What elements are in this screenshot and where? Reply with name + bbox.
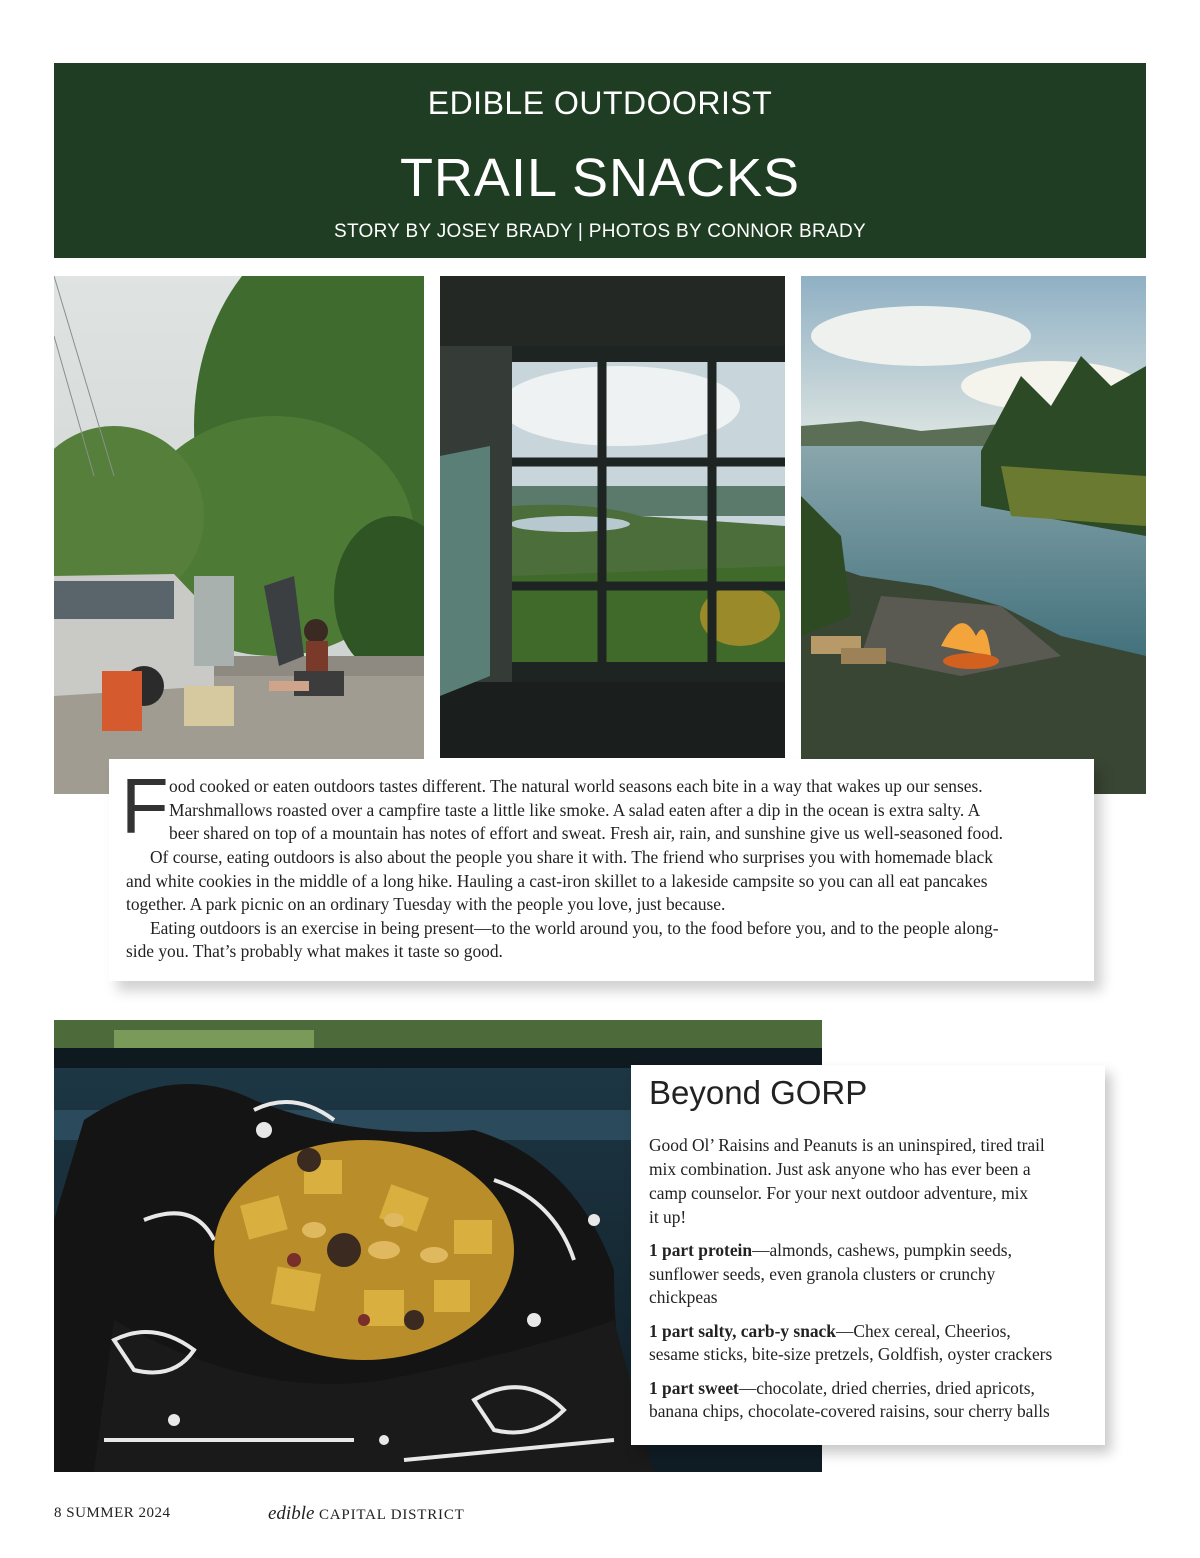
sidebar-item-protein <box>649 1238 1012 1262</box>
intro-line: ood cooked or eaten outdoors tastes different. The natural world seasons each bite in a way that wakes up our senses. <box>169 776 983 796</box>
intro-line: and white cookies in the middle of a long hike. Hauling a cast-iron skillet to a lakeside campsite so you can all eat pancakes <box>126 871 988 891</box>
sidebar-title: Beyond GORP <box>649 1074 868 1111</box>
photo-fire-tower-view <box>440 276 785 758</box>
section-kicker: EDIBLE OUTDOORIST <box>427 85 773 121</box>
item-label: 1 part sweet <box>649 1378 739 1398</box>
intro-line: Eating outdoors is an exercise in being present—to the world around you, to the food before you, and to the people along- <box>150 918 999 938</box>
intro-line: Of course, eating outdoors is also about the people you share it with. The friend who surprises you with homemade black <box>150 847 993 867</box>
article-title: TRAIL SNACKS <box>399 148 801 208</box>
sidebar-intro-line: it up! <box>649 1207 687 1227</box>
footer-publication <box>268 1503 465 1525</box>
sidebar-item-sweet <box>649 1376 1035 1400</box>
intro-line: side you. That’s probably what makes it taste so good. <box>126 941 503 961</box>
sidebar-intro-line: camp counselor. For your next outdoor adventure, mix <box>649 1183 1029 1203</box>
sidebar-intro-line: mix combination. Just ask anyone who has ever been a <box>649 1159 1031 1179</box>
intro-line: together. A park picnic on an ordinary Tuesday with the people you love, just because. <box>126 894 726 914</box>
intro-line: beer shared on top of a mountain has notes of effort and sweat. Fresh air, rain, and sunshine give us well-seasoned food. <box>169 823 1003 843</box>
item-text: —chocolate, dried cherries, dried apricots, <box>738 1378 1035 1398</box>
sidebar-item-salty <box>649 1319 1011 1343</box>
sidebar-item-line: sunflower seeds, even granola clusters or crunchy <box>649 1264 996 1284</box>
sidebar-item-line: chickpeas <box>649 1287 718 1307</box>
brand-italic: edible <box>268 1503 315 1524</box>
sidebar-item-line: banana chips, chocolate-covered raisins, sour cherry balls <box>649 1401 1050 1421</box>
intro-line: Marshmallows roasted over a campfire taste a little like smoke. A salad eaten after a dip in the ocean is extra salty. A <box>169 800 981 820</box>
item-text: —almonds, cashews, pumpkin seeds, <box>752 1240 1012 1260</box>
header-banner <box>54 63 1146 258</box>
sidebar-intro-line: Good Ol’ Raisins and Peanuts is an uninspired, tired trail <box>649 1135 1045 1155</box>
sidebar-item-line: sesame sticks, bite-size pretzels, Goldfish, oyster crackers <box>649 1344 1053 1364</box>
byline: STORY BY JOSEY BRADY | PHOTOS BY CONNOR BRADY <box>334 221 866 242</box>
item-label: 1 part protein <box>649 1240 753 1260</box>
item-label: 1 part salty, carb-y snack <box>649 1321 836 1341</box>
drop-cap: F <box>121 762 169 850</box>
item-text: —Chex cereal, Cheerios, <box>835 1321 1011 1341</box>
photo-lake-campfire <box>801 276 1146 794</box>
brand-name: CAPITAL DISTRICT <box>314 1507 465 1523</box>
photo-roadside-camp <box>54 276 424 794</box>
footer-page-info: 8 SUMMER 2024 <box>54 1505 171 1521</box>
